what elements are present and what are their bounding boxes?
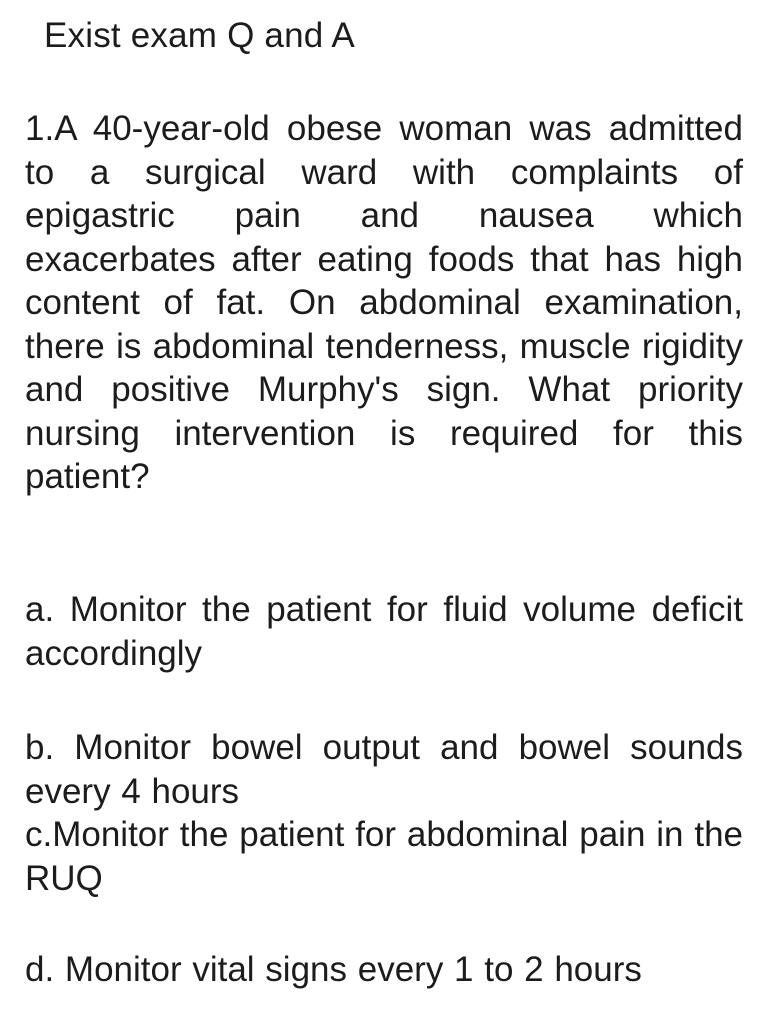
option-b: b. Monitor bowel output and bowel sounds every 4 hours <box>25 728 743 811</box>
option-a: a. Monitor the patient for fluid volume deficit accordingly <box>25 590 743 673</box>
option-d: d. Monitor vital signs every 1 to 2 hours <box>25 950 642 989</box>
option-c: c.Monitor the patient for abdominal pain in the RUQ <box>25 815 743 898</box>
page-title: Exist exam Q and A <box>44 16 355 55</box>
question-text: 1.A 40-year-old obese woman was admitted to a surgical ward with complaints of epigastric pain and nausea which exacerbates after eating foods that has high content of fat. On abdominal examination, there is abdominal tenderness, muscle rigidity and positive Murphy's sign. What priority nursing intervention is required for this patient? <box>25 109 743 496</box>
